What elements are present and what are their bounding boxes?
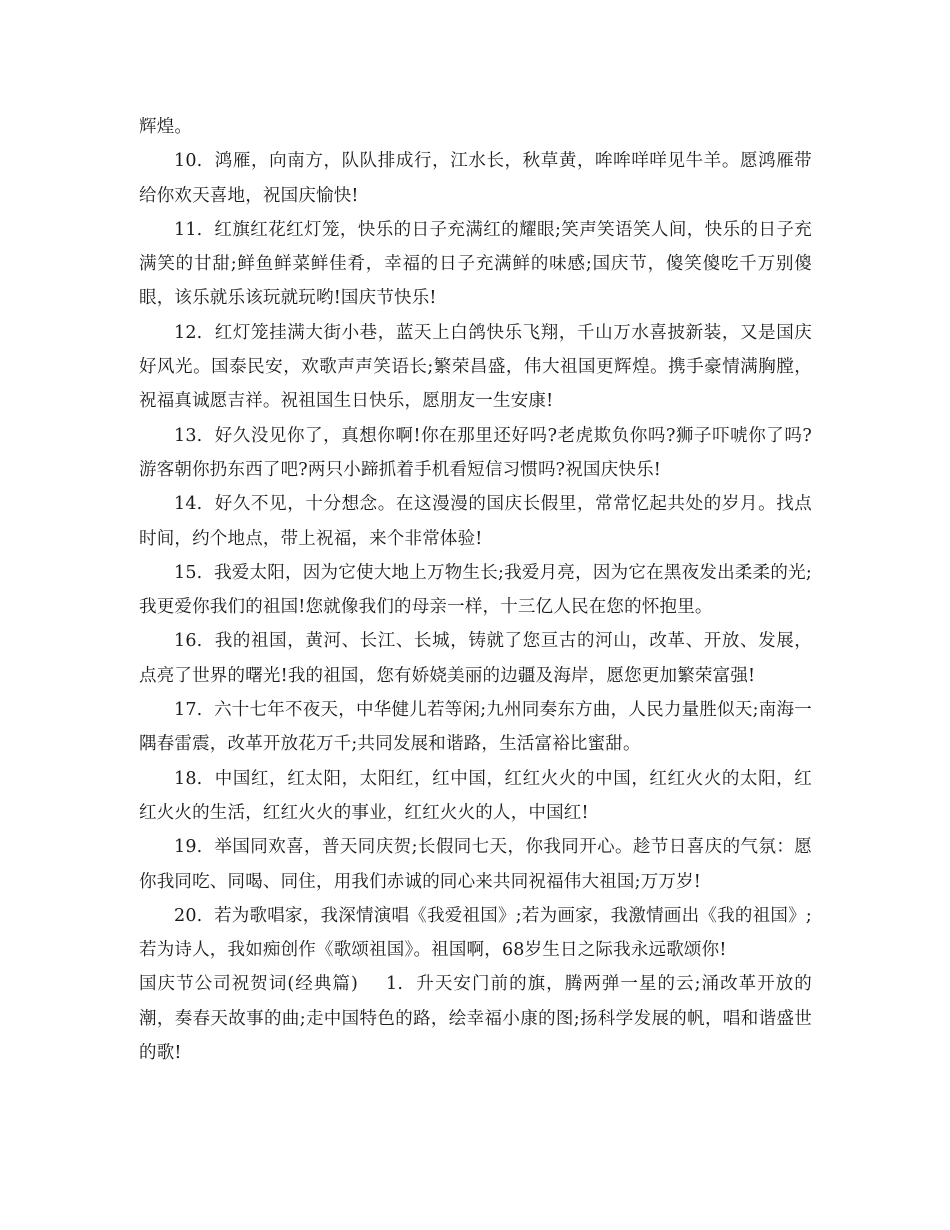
item-text: 好久不见，十分想念。在这漫漫的国庆长假里，常常忆起共处的岁月。找点时间，约个地点，带上祝福，来个非常体验!	[139, 494, 812, 549]
section-paragraph	[139, 967, 812, 1070]
item-text: 升天安门前的旗，腾两弹一星的云;涌改革开放的潮，奏春天故事的曲;走中国特色的路，绘幸福小康的图;扬科学发展的帆，唱和谐盛世的歌!	[139, 974, 813, 1064]
item-text: 六十七年不夜天，中华健儿若等闲;九州同奏东方曲，人民力量胜似天;南海一隅春雷震，改革开放花万千;共同发展和谐路，生活富裕比蜜甜。	[139, 700, 812, 755]
list-item	[139, 556, 812, 625]
item-number: 12.	[174, 322, 203, 343]
item-text: 好久没见你了，真想你啊!你在那里还好吗?老虎欺负你吗?狮子吓唬你了吗?游客朝你扔东西了吧?两只小蹄抓着手机看短信习惯吗?祝国庆快乐!	[139, 425, 812, 480]
list-item	[139, 830, 812, 899]
item-number: 10.	[174, 151, 203, 172]
item-number: 15.	[174, 562, 203, 583]
list-item	[139, 316, 812, 419]
list-item	[139, 899, 812, 968]
item-number: 18.	[174, 768, 203, 789]
list-item	[139, 624, 812, 693]
item-text: 若为歌唱家，我深情演唱《我爱祖国》;若为画家，我激情画出《我的祖国》;若为诗人，我如痴创作《歌颂祖国》。祖国啊，68岁生日之际我永远歌颂你!	[139, 905, 812, 961]
item-number: 1.	[385, 974, 404, 995]
item-number: 20.	[174, 905, 203, 926]
list-item	[139, 762, 812, 831]
item-text: 鸿雁，向南方，队队排成行，江水长，秋草黄，哞哞咩咩见牛羊。愿鸿雁带给你欢天喜地，祝国庆愉快!	[139, 151, 812, 206]
item-number: 14.	[174, 494, 203, 515]
document-body	[139, 110, 812, 1070]
list-item	[139, 487, 812, 556]
item-text: 我爱太阳，因为它使大地上万物生长;我爱月亮，因为它在黑夜发出柔柔的光;我更爱你我们的祖国!您就像我们的母亲一样，十三亿人民在您的怀抱里。	[139, 562, 812, 618]
item-number: 19.	[174, 837, 203, 858]
lead-text: 辉煌。	[139, 117, 193, 137]
item-text: 我的祖国，黄河、长江、长城，铸就了您亘古的河山，改革、开放、发展，点亮了世界的曙光!我的祖国，您有娇娆美丽的边疆及海岸，愿您更加繁荣富强!	[139, 631, 812, 686]
item-number: 16.	[174, 631, 203, 652]
list-item	[139, 144, 812, 213]
item-text: 红旗红花红灯笼，快乐的日子充满红的耀眼;笑声笑语笑人间，快乐的日子充满笑的甘甜;鲜鱼鲜菜鲜佳肴，幸福的日子充满鲜的味感;国庆节，傻笑傻吃千万别傻眼，该乐就乐该玩就玩哟!国庆节快乐!	[139, 219, 812, 309]
item-number: 17.	[174, 700, 203, 721]
item-number: 11.	[174, 219, 203, 240]
list-item	[139, 213, 812, 316]
item-text: 举国同欢喜，普天同庆贺;长假同七天，你我同开心。趁节日喜庆的气氛：愿你我同吃、同喝、同住，用我们赤诚的同心来共同祝福伟大祖国;万万岁!	[139, 837, 812, 892]
list-item	[139, 693, 812, 762]
list-item	[139, 419, 812, 488]
item-number: 13.	[174, 425, 203, 446]
section-title: 国庆节公司祝贺词(经典篇)	[139, 974, 358, 995]
item-text: 红灯笼挂满大街小巷，蓝天上白鸽快乐飞翔，千山万水喜披新装，又是国庆好风光。国泰民安，欢歌声声笑语长;繁荣昌盛，伟大祖国更辉煌。携手豪情满胸膛，祝福真诚愿吉祥。祝祖国生日快乐，愿朋友一生安康!	[139, 322, 812, 412]
item-text: 中国红，红太阳，太阳红，红中国，红红火火的中国，红红火火的太阳，红红火火的生活，红红火火的事业，红红火火的人，中国红!	[139, 768, 812, 823]
